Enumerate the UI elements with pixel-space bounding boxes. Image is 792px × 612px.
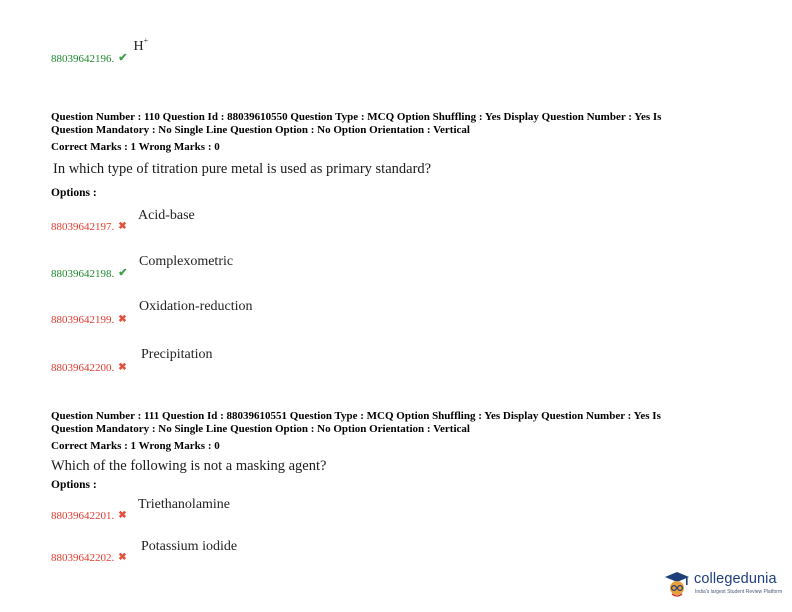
question-meta [51,111,741,137]
logo-name: collegedunia [694,571,777,587]
cross-icon: ✖ [118,314,127,325]
question-meta [51,410,741,436]
question-marks: Correct Marks : 1 Wrong Marks : 0 [51,141,220,153]
option-text: Precipitation [141,347,213,362]
option-id: 88039642197. [51,221,115,233]
option-id: 88039642202. [51,552,115,564]
question-meta-line: Question Number : 110 Question Id : 88039610550 Question Type : MCQ Option Shuffling : Yes Display Question Number : Yes Is [51,111,662,123]
option-row [51,217,127,235]
option-text: Oxidation-reduction [139,299,253,314]
option-row [51,548,127,566]
check-icon: ✔ [118,267,128,279]
option-text: H+ [133,36,149,54]
option-row [51,358,127,376]
option-row [51,264,127,282]
option-text: Acid-base [138,208,195,223]
collegedunia-logo [662,568,784,600]
option-text: Triethanolamine [138,497,231,512]
question-text: In which type of titration pure metal is used as primary standard? [53,161,432,177]
question-meta-line: Question Mandatory : No Single Line Question Option : No Option Orientation : Vertical [51,124,470,136]
option-id: 88039642201. [51,510,115,522]
prev-option-row [51,36,149,67]
question-text: Which of the following is not a masking agent? [51,458,327,474]
question-meta-line: Question Number : 111 Question Id : 88039610551 Question Type : MCQ Option Shuffling : Yes Display Question Number : Yes Is [51,410,661,422]
cross-icon: ✖ [118,362,127,373]
options-label: Options : [51,479,97,491]
question-marks: Correct Marks : 1 Wrong Marks : 0 [51,440,220,452]
option-id: 88039642200. [51,362,115,374]
option-id: 88039642199. [51,314,115,326]
logo-tagline: India's largest Student Review Platform [695,589,783,595]
cross-icon: ✖ [118,221,127,232]
cross-icon: ✖ [118,552,127,563]
option-row [51,506,127,524]
check-icon: ✔ [118,52,128,64]
options-label: Options : [51,187,97,199]
graduate-logo-icon [662,569,692,599]
option-id: 88039642198. [51,268,115,280]
cross-icon: ✖ [118,510,127,521]
option-row [51,310,127,328]
question-meta-line: Question Mandatory : No Single Line Question Option : No Option Orientation : Vertical [51,423,470,435]
option-text: Potassium iodide [141,539,238,554]
option-text: Complexometric [139,254,234,269]
option-id: 88039642196. [51,53,115,65]
